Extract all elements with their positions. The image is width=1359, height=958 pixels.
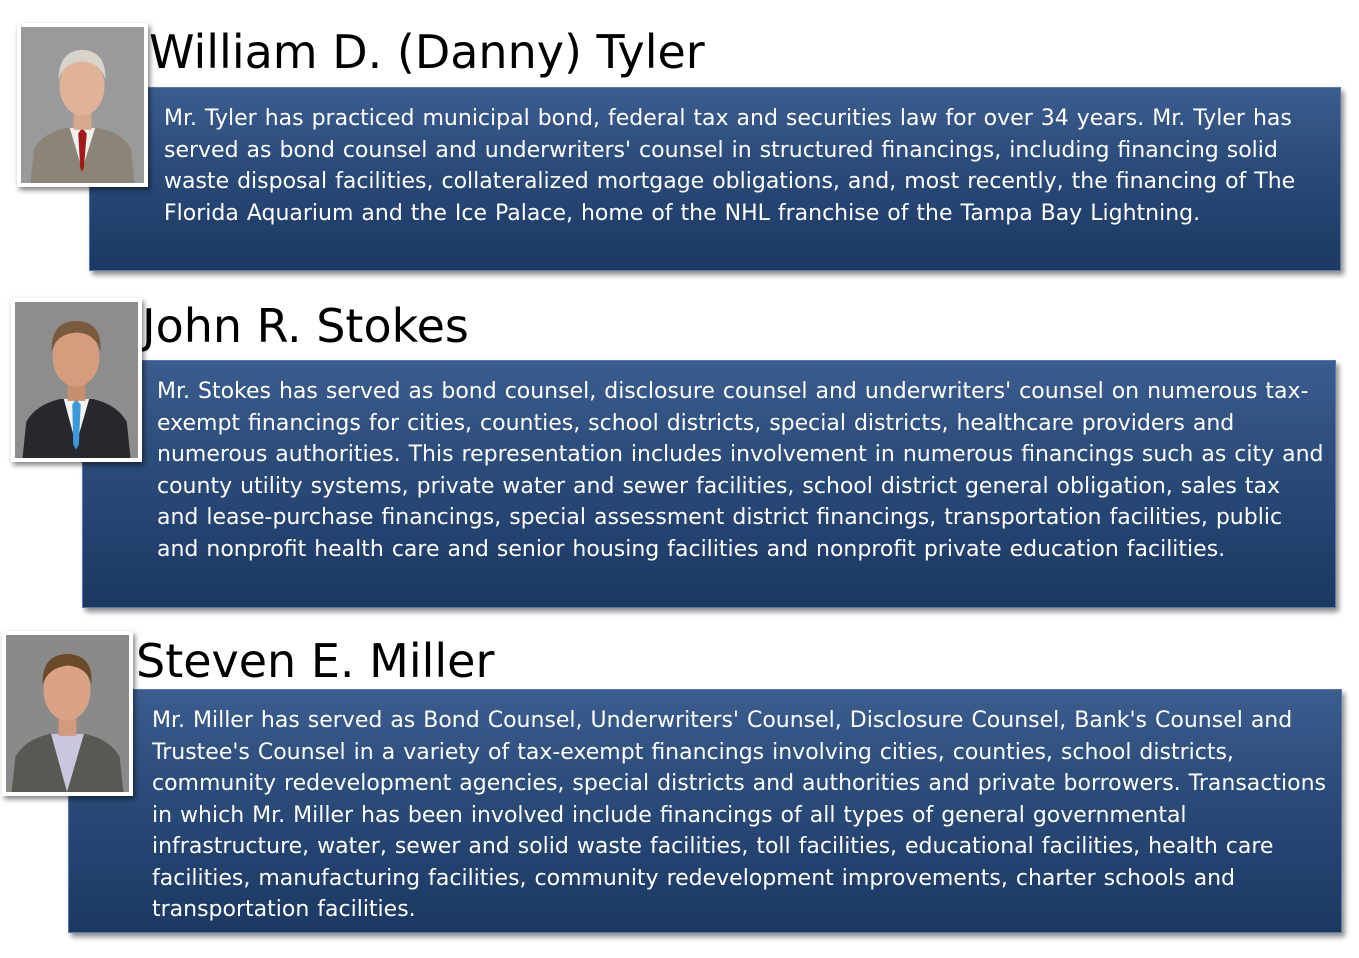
person-name-stokes: John R. Stokes xyxy=(142,299,469,353)
person-name-tyler: William D. (Danny) Tyler xyxy=(149,25,705,79)
portrait-photo-miller xyxy=(2,631,133,796)
portrait-photo-stokes xyxy=(11,298,142,462)
bio-text-tyler: Mr. Tyler has practiced municipal bond, federal tax and securities law for over 34 years. Mr. Tyler has served as bond counsel and underwriters' counsel in structured financings, including financing solid waste disposal facilities, collateralized mortgage obligations, and, most recently, the financing of The Florida Aquarium and the Ice Palace, home of the NHL franchise of the Tampa Bay Lightning. xyxy=(164,106,1296,226)
bio-text-stokes: Mr. Stokes has served as bond counsel, disclosure counsel and underwriters' counsel on numerous tax-exempt financings for cities, counties, school districts, special districts, healthcare providers and numerous authorities. This representation includes involvement in numerous financings such as city and county utility systems, private water and sewer facilities, school district general obligation, sales tax and lease-purchase financings, special assessment district financings, transportation facilities, public and nonprofit health care and senior housing facilities and nonprofit private education facilities. xyxy=(157,379,1324,562)
portrait-photo-tyler xyxy=(17,23,148,187)
bio-text-miller: Mr. Miller has served as Bond Counsel, Underwriters' Counsel, Disclosure Counsel, Bank's Counsel and Trustee's Counsel in a variety of tax-exempt financings involving cities, counties, school districts, community redevelopment agencies, special districts and authorities and private borrowers. Transactions in which Mr. Miller has been involved include financings of all types of general governmental infrastructure, water, sewer and solid waste facilities, toll facilities, educational facilities, health care facilities, manufacturing facilities, community redevelopment improvements, charter schools and transportation facilities. xyxy=(152,708,1326,922)
person-name-miller: Steven E. Miller xyxy=(136,634,495,688)
